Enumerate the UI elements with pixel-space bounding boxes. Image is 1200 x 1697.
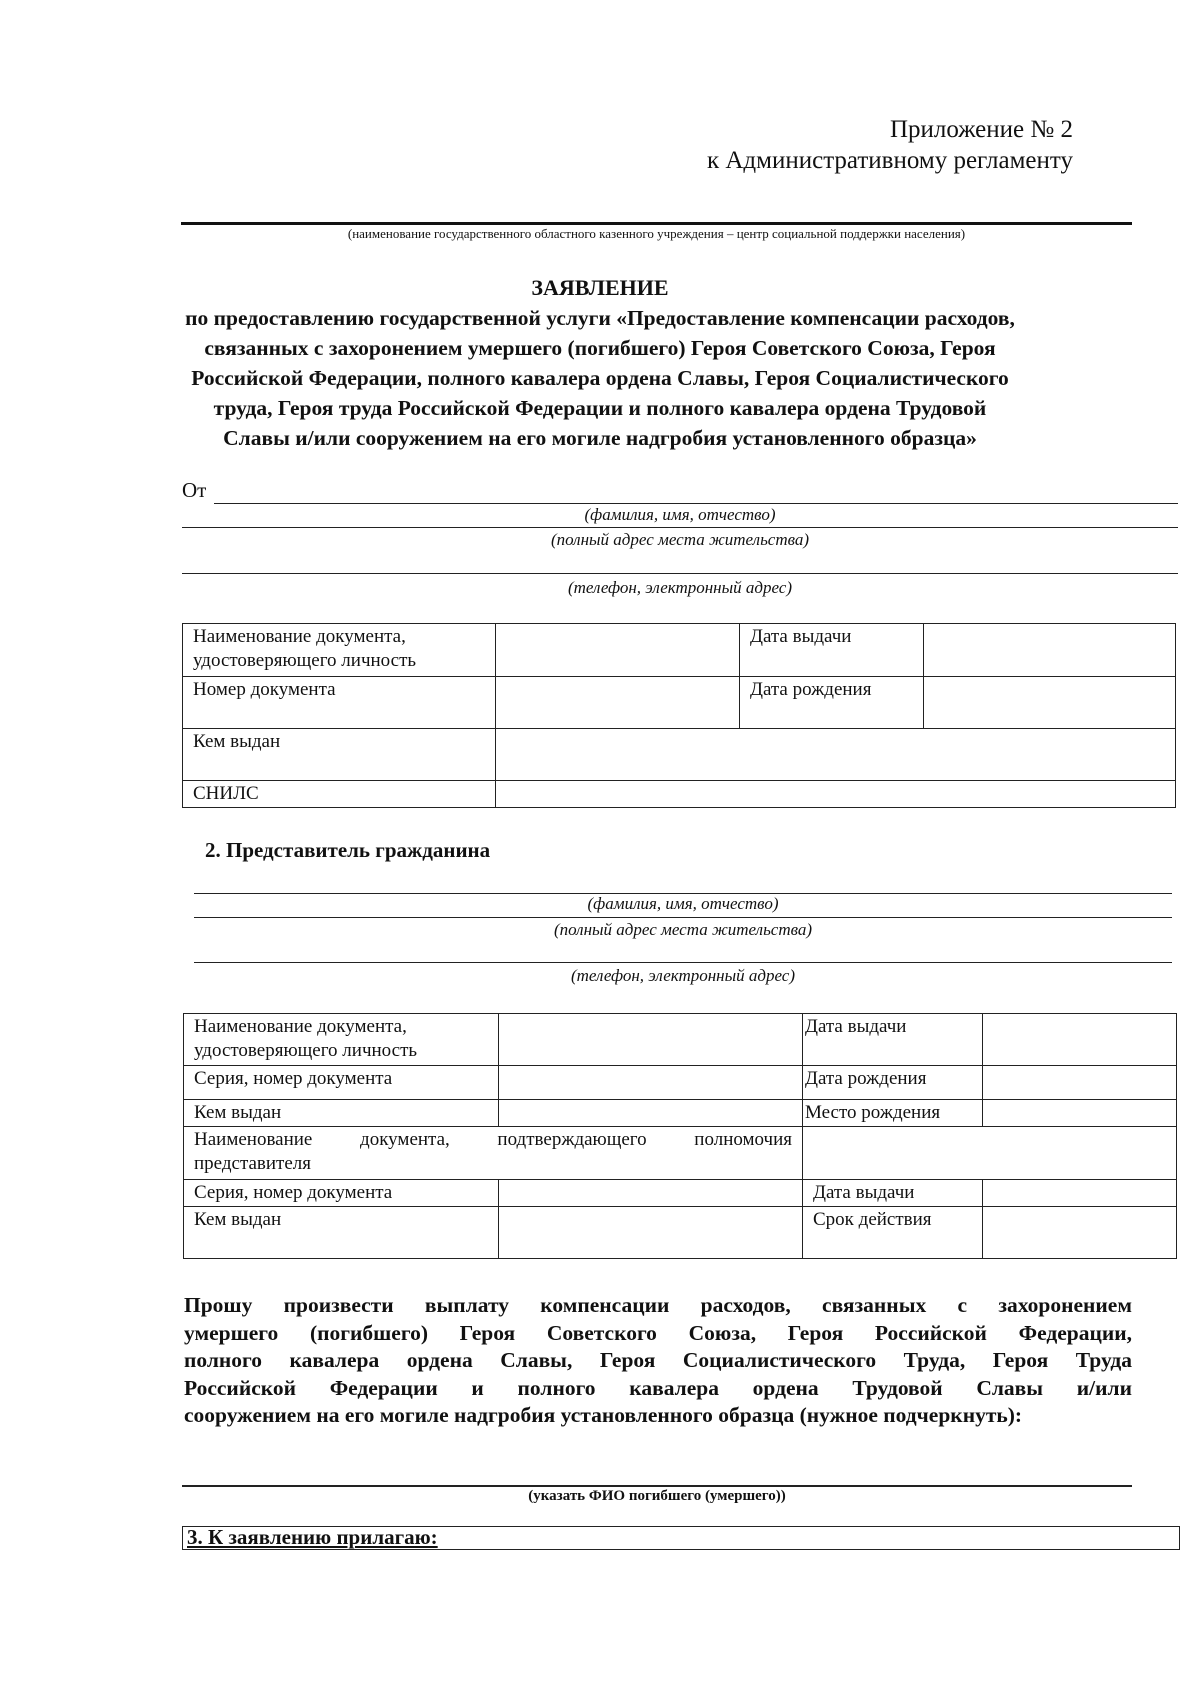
title-line: по предоставлению государственной услуги «Предоставление компенсации расходов,	[185, 306, 1015, 330]
validity-label: Срок действия	[803, 1207, 983, 1259]
service-description	[0, 303, 1200, 453]
deceased-fio-field[interactable]	[182, 1485, 1132, 1487]
applicant-contact-field[interactable]	[182, 573, 1178, 574]
authority-doc-label: представителя	[194, 1153, 312, 1174]
series-number-label: Серия, номер документа	[184, 1066, 499, 1100]
doc-name-input[interactable]	[499, 1014, 803, 1066]
doc-name-label: Наименование документа,	[193, 626, 406, 647]
validity-input[interactable]	[983, 1207, 1177, 1259]
issued-by-label: Кем выдан	[184, 1100, 499, 1127]
representative-fio-caption: (фамилия, имя, отчество)	[587, 894, 779, 913]
applicant-identity-table	[182, 623, 1176, 808]
appendix-block	[707, 114, 1073, 176]
issued-by-label: Кем выдан	[183, 729, 496, 781]
birth-date-input[interactable]	[924, 677, 1176, 729]
birth-date-label: Дата рождения	[803, 1066, 983, 1100]
applicant-address-field[interactable]	[182, 527, 1178, 528]
appendix-regulation: к Административному регламенту	[706, 147, 1073, 174]
series-number-label: Серия, номер документа	[184, 1180, 499, 1207]
appendix-number: Приложение № 2	[889, 116, 1073, 143]
institution-line	[181, 222, 1132, 225]
document-title: ЗАЯВЛЕНИЕ	[531, 275, 669, 300]
doc-name-label: удостоверяющего личность	[194, 1040, 418, 1061]
deceased-fio-caption: (указать ФИО погибшего (умершего))	[528, 1488, 786, 1504]
birth-place-input[interactable]	[983, 1100, 1177, 1127]
request-line: Прошу произвести выплату компенсации расходов, связанных с захоронением	[184, 1293, 1132, 1317]
authority-doc-label-cell	[184, 1127, 803, 1180]
birth-place-label: Место рождения	[803, 1100, 983, 1127]
applicant-fio-caption: (фамилия, имя, отчество)	[584, 505, 776, 524]
snils-input[interactable]	[496, 781, 1176, 808]
request-line: сооружением на его могиле надгробия установленного образца (нужное подчеркнуть):	[184, 1403, 1023, 1427]
issue-date-label: Дата выдачи	[803, 1180, 983, 1207]
authority-doc-label: Наименование документа, подтверждающего полномочия	[194, 1129, 792, 1150]
issued-by-input[interactable]	[499, 1100, 803, 1127]
representative-identity-table	[183, 1013, 1177, 1259]
attachments-section-title: 3. К заявлению прилагаю:	[187, 1525, 438, 1549]
representative-section-title: 2. Представитель гражданина	[205, 838, 491, 862]
representative-address-field[interactable]	[194, 917, 1172, 918]
doc-name-label: Наименование документа,	[194, 1016, 407, 1037]
snils-label: СНИЛС	[183, 781, 496, 808]
doc-number-input[interactable]	[496, 677, 740, 729]
applicant-contact-caption: (телефон, электронный адрес)	[567, 578, 792, 597]
issued-by-input[interactable]	[499, 1207, 803, 1259]
applicant-address-caption: (полный адрес места жительства)	[550, 530, 810, 549]
issue-date-input[interactable]	[924, 624, 1176, 677]
title-line: Славы и/или сооружением на его могиле надгробия установленного образца»	[223, 426, 977, 450]
representative-address-caption: (полный адрес места жительства)	[553, 920, 813, 939]
doc-name-input[interactable]	[496, 624, 740, 677]
request-line: полного кавалера ордена Славы, Героя Социалистического Труда, Героя Труда	[184, 1348, 1132, 1372]
doc-name-label: удостоверяющего личность	[193, 650, 417, 671]
series-number-input[interactable]	[499, 1066, 803, 1100]
from-label: От	[182, 478, 207, 502]
issue-date-label: Дата выдачи	[803, 1014, 983, 1066]
applicant-fio-field[interactable]	[214, 503, 1178, 504]
doc-number-label: Номер документа	[183, 677, 496, 729]
authority-doc-input[interactable]	[803, 1127, 1177, 1180]
series-number-input[interactable]	[499, 1180, 803, 1207]
title-line: Российской Федерации, полного кавалера ордена Славы, Героя Социалистического	[191, 366, 1009, 390]
title-line: труда, Героя труда Российской Федерации и полного кавалера ордена Трудовой	[213, 396, 987, 420]
table-label-cell	[183, 624, 496, 677]
issued-by-input[interactable]	[496, 729, 1176, 781]
institution-caption: (наименование государственного областного казенного учреждения – центр социальной поддержки населения)	[347, 226, 966, 241]
request-line: умершего (погибшего) Героя Советского Союза, Героя Российской Федерации,	[184, 1320, 1132, 1345]
representative-contact-caption: (телефон, электронный адрес)	[570, 966, 795, 985]
request-line: Российской Федерации и полного кавалера ордена Трудовой Славы и/или	[184, 1375, 1132, 1400]
issue-date-label: Дата выдачи	[740, 624, 924, 677]
birth-date-label: Дата рождения	[740, 677, 924, 729]
issued-by-label: Кем выдан	[184, 1207, 499, 1259]
birth-date-input[interactable]	[983, 1066, 1177, 1100]
request-paragraph	[184, 1292, 1132, 1430]
representative-contact-field[interactable]	[194, 962, 1172, 963]
title-line: связанных с захоронением умершего (погибшего) Героя Советского Союза, Героя	[204, 336, 996, 360]
issue-date-input[interactable]	[983, 1014, 1177, 1066]
attachments-box	[182, 1526, 1180, 1550]
issue-date-input[interactable]	[983, 1180, 1177, 1207]
table-label-cell	[184, 1014, 499, 1066]
